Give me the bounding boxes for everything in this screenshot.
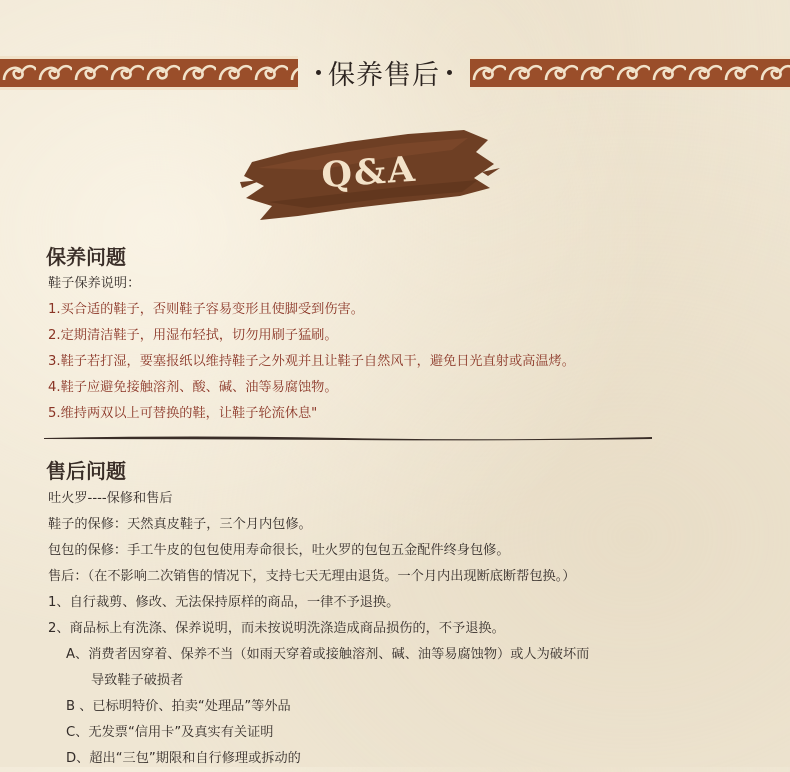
section-header	[298, 52, 470, 92]
care-heading: 保养问题	[46, 245, 126, 269]
list-item: 1、自行裁剪、修改、无法保持原样的商品，一律不予退换。	[48, 595, 400, 610]
list-item: 售后：（在不影响二次销售的情况下，支持七天无理由退货。一个月内出现断底断帮包换。）	[48, 569, 576, 584]
page-title: 保养售后	[328, 59, 440, 91]
after-sales-section	[46, 458, 126, 484]
sub-list-item: A、消费者因穿着、保养不当（如雨天穿着或接触溶剂、碱、油等易腐蚀物）或人为破坏而	[66, 647, 590, 662]
ornament-band-left	[0, 56, 298, 90]
sub-list-item: D、超出“三包”期限和自行修理或拆动的	[66, 751, 301, 766]
ornament-band-right	[470, 56, 790, 90]
care-subtitle: 鞋子保养说明：	[48, 276, 141, 291]
list-item: 3.鞋子若打湿，要塞报纸以维持鞋子之外观并且让鞋子自然风干，避免日光直射或高温烤。	[48, 354, 575, 369]
qa-label: Q&A	[320, 148, 418, 196]
bullet-dot	[316, 70, 321, 75]
list-item: 鞋子的保修：天然真皮鞋子，三个月内包修。	[48, 517, 312, 532]
list-item: 4.鞋子应避免接触溶剂、酸、碱、油等易腐蚀物。	[48, 380, 338, 395]
care-list	[48, 271, 575, 427]
after-sales-heading: 售后问题	[46, 459, 126, 483]
qa-badge	[238, 122, 500, 222]
bullet-dot	[447, 70, 452, 75]
sub-list-item-continued: 导致鞋子破损者	[91, 673, 184, 688]
list-item: 2.定期清洁鞋子，用湿布轻拭，切勿用刷子猛刷。	[48, 328, 338, 343]
brush-divider	[44, 434, 652, 442]
list-item: 2、商品标上有洗涤、保养说明，而未按说明洗涤造成商品损伤的，不予退换。	[48, 621, 505, 636]
list-item: 5.维持两双以上可替换的鞋，让鞋子轮流休息"	[48, 406, 318, 421]
list-item: 包包的保修：手工牛皮的包包使用寿命很长，吐火罗的包包五金配件终身包修。	[48, 543, 510, 558]
sub-list-item: C、无发票“信用卡”及真实有关证明	[66, 725, 274, 740]
after-sales-list	[48, 486, 589, 772]
list-item: 吐火罗----保修和售后	[48, 491, 173, 506]
care-section	[46, 244, 126, 270]
list-item: 1.买合适的鞋子，否则鞋子容易变形且使脚受到伤害。	[48, 302, 364, 317]
sub-list-item: B 、已标明特价、拍卖“处理品”等外品	[66, 699, 291, 714]
